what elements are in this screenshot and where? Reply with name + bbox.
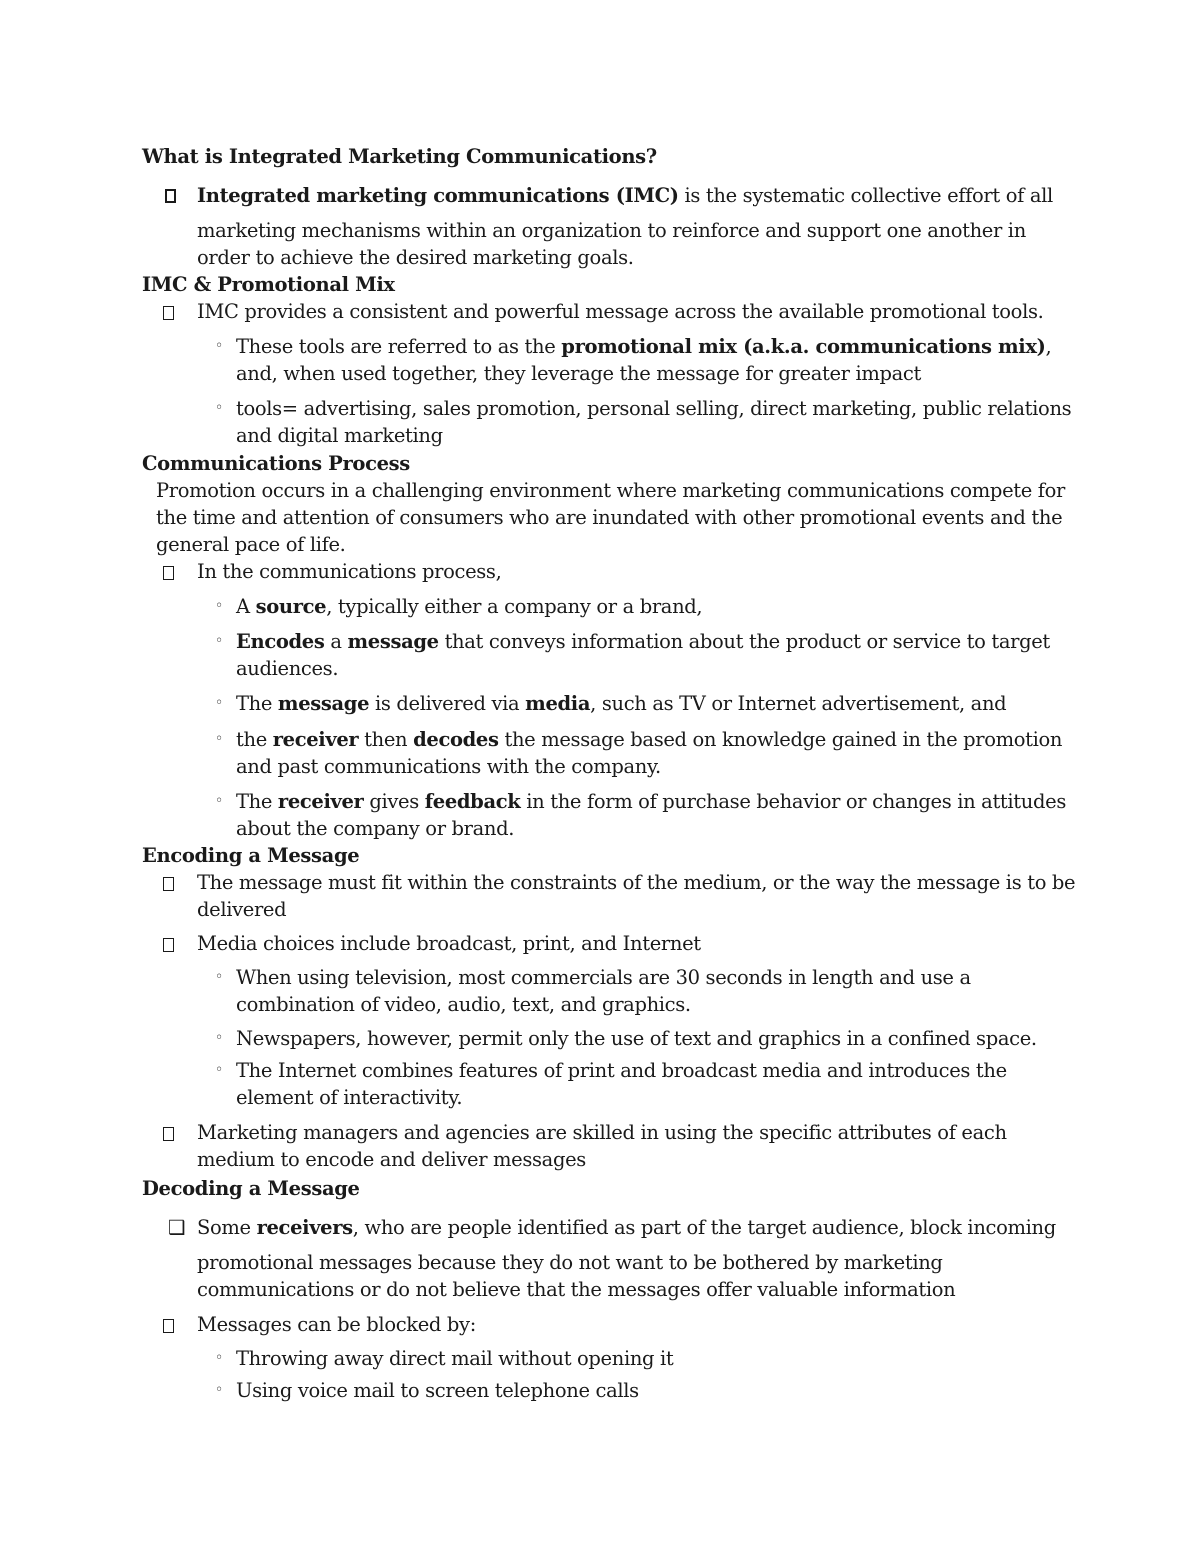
circle-bullet-icon: ◦ (215, 1382, 223, 1398)
circle-bullet-icon: ◦ (215, 969, 223, 985)
checkbox-bullet-icon (163, 306, 174, 320)
text-segment: gives (363, 790, 425, 813)
bracket-bullet-icon: ❑ (168, 1216, 186, 1239)
heading-what-is-imc: What is Integrated Marketing Communications? (142, 145, 657, 168)
encoding-sub-3-line1: The Internet combines features of print and broadcast media and introduces the (236, 1059, 1007, 1082)
decoding-item-2: Messages can be blocked by: (197, 1313, 476, 1336)
process-paragraph-line1: Promotion occurs in a challenging environment where marketing communications compete for (156, 479, 1066, 502)
encoding-sub-1-line2: combination of video, audio, text, and graphics. (236, 993, 691, 1016)
encoding-sub-3-line2: element of interactivity. (236, 1086, 463, 1109)
promotional-mix-term: promotional mix (a.k.a. communications mix) (561, 335, 1046, 358)
message-term: message (347, 630, 439, 653)
circle-bullet-icon: ◦ (215, 1062, 223, 1078)
text-segment: Some (197, 1216, 257, 1239)
imc-definition-text: is the systematic collective effort of all (678, 184, 1053, 207)
encoding-item-3-line1: Marketing managers and agencies are skilled in using the specific attributes of each (197, 1121, 1007, 1144)
feedback-term: feedback (424, 790, 521, 813)
text-segment: These tools are referred to as the (236, 335, 562, 358)
process-sub-feedback-line2: about the company or brand. (236, 817, 515, 840)
text-segment: is delivered via (369, 692, 526, 715)
circle-bullet-icon: ◦ (215, 793, 223, 809)
media-term: media (525, 692, 591, 715)
checkbox-bullet-icon (163, 1127, 174, 1141)
circle-bullet-icon: ◦ (215, 338, 223, 354)
mix-sub-2-line2: and digital marketing (236, 424, 443, 447)
decoding-sub-2: Using voice mail to screen telephone calls (236, 1379, 639, 1402)
process-sub-feedback-line1 (236, 788, 1066, 815)
text-segment: The (236, 790, 278, 813)
process-sub-encodes-line1 (236, 628, 1050, 655)
text-segment: a (324, 630, 348, 653)
decodes-term: decodes (413, 728, 499, 751)
circle-bullet-icon: ◦ (215, 731, 223, 747)
process-item-1: In the communications process, (197, 560, 502, 583)
imc-definition-line1 (197, 182, 1053, 209)
process-paragraph-line3: general pace of life. (156, 533, 346, 556)
mix-item-1: IMC provides a consistent and powerful message across the available promotional tools. (197, 300, 1044, 323)
message-term: message (277, 692, 370, 715)
text-segment: then (358, 728, 414, 751)
process-sub-encodes-line2: audiences. (236, 657, 339, 680)
decoding-sub-1: Throwing away direct mail without opening it (236, 1347, 674, 1370)
circle-bullet-icon: ◦ (215, 633, 223, 649)
text-segment: The (236, 692, 278, 715)
receiver-term: receiver (277, 790, 364, 813)
decoding-item-1-line3: communications or do not believe that the messages offer valuable information (197, 1278, 956, 1301)
encoding-sub-1-line1: When using television, most commercials are 30 seconds in length and use a (236, 966, 971, 989)
checkbox-bullet-icon (163, 877, 174, 891)
mix-sub-1-line2: and, when used together, they leverage the message for greater impact (236, 362, 921, 385)
encoding-item-1-line1: The message must fit within the constraints of the medium, or the way the message is to be (197, 871, 1076, 894)
heading-communications-process: Communications Process (142, 452, 410, 475)
text-segment: , typically either a company or a brand, (326, 595, 703, 618)
circle-bullet-icon: ◦ (215, 695, 223, 711)
imc-term: Integrated marketing communications (IMC) (197, 184, 679, 207)
text-segment: the (236, 728, 273, 751)
text-segment: that conveys information about the product or service to target (438, 630, 1050, 653)
checkbox-bullet-icon (165, 189, 176, 203)
source-term: source (255, 595, 327, 618)
encoding-item-1-line2: delivered (197, 898, 287, 921)
heading-encoding-a-message: Encoding a Message (142, 844, 360, 867)
text-segment: , (1045, 335, 1052, 358)
heading-imc-promotional-mix: IMC & Promotional Mix (142, 273, 395, 296)
receivers-term: receivers (256, 1216, 353, 1239)
heading-decoding-a-message: Decoding a Message (142, 1177, 360, 1200)
imc-definition-line3: order to achieve the desired marketing goals. (197, 246, 634, 269)
process-paragraph-line2: the time and attention of consumers who are inundated with other promotional events and the (156, 506, 1063, 529)
receiver-term: receiver (272, 728, 359, 751)
text-segment: , such as TV or Internet advertisement, and (590, 692, 1007, 715)
circle-bullet-icon: ◦ (215, 1350, 223, 1366)
mix-sub-1-line1 (236, 333, 1051, 360)
encoding-item-2: Media choices include broadcast, print, and Internet (197, 932, 701, 955)
encoding-item-3-line2: medium to encode and deliver messages (197, 1148, 586, 1171)
text-segment: in the form of purchase behavior or changes in attitudes (520, 790, 1066, 813)
text-segment: , who are people identified as part of the target audience, block incoming (352, 1216, 1056, 1239)
process-sub-media (236, 690, 1006, 717)
decoding-item-1-line1 (197, 1214, 1056, 1241)
checkbox-bullet-icon (163, 938, 174, 952)
circle-bullet-icon: ◦ (215, 400, 223, 416)
process-sub-receiver-line2: and past communications with the company. (236, 755, 661, 778)
encodes-term: Encodes (236, 630, 325, 653)
checkbox-bullet-icon (163, 566, 174, 580)
circle-bullet-icon: ◦ (215, 598, 223, 614)
text-segment: the message based on knowledge gained in the promotion (498, 728, 1063, 751)
encoding-sub-2: Newspapers, however, permit only the use of text and graphics in a confined space. (236, 1027, 1037, 1050)
text-segment: A (236, 595, 256, 618)
imc-definition-line2: marketing mechanisms within an organization to reinforce and support one another in (197, 219, 1026, 242)
decoding-item-1-line2: promotional messages because they do not want to be bothered by marketing (197, 1251, 943, 1274)
circle-bullet-icon: ◦ (215, 1030, 223, 1046)
process-sub-receiver-line1 (236, 726, 1062, 753)
process-sub-source (236, 593, 702, 620)
checkbox-bullet-icon (163, 1319, 174, 1333)
mix-sub-2-line1: tools= advertising, sales promotion, personal selling, direct marketing, public relations (236, 397, 1072, 420)
